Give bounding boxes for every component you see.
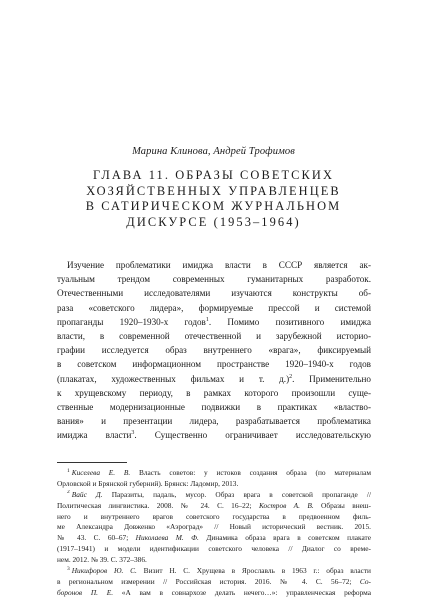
footnote-line: $^2$ Вайс Д. Паразиты, падаль, мусор. Образ врага в советской пропаганде // [67,489,371,499]
footnote-line: него и внутреннего врагов советского государства в предвоенном филь- [57,511,371,521]
body-paragraph [57,258,371,442]
body-line: Отечественными исследователями изучаются конструкты об- [57,288,371,299]
footnote-line: $^1$ Киселева Е. В. Власть советов: у истоков создания образа (по материалам [67,468,371,477]
footnote-1 [57,468,371,490]
footnote-line: боронов П. Е. «А вам в совнархозе делать нечего…»: управленческая реформа [57,587,371,597]
footnote-line: в региональном измерении // Российская история. 2016. № 4. С. 56–72; Со- [57,576,371,586]
footnote-line: Орловской и Брянской губерний). Брянск: Ладомир, 2013. [57,478,239,488]
body-line: туальным трендом современных гуманитарных разработок. [57,274,371,285]
footnote-line: № 43. С. 60–67; Николаева М. Ф. Динамика образа врага в советском плакате [57,533,371,543]
footnote-ref[interactable]: 1 [205,316,209,323]
chapter-title-line: ДИСКУРСЕ (1953–1964) [126,214,301,229]
body-line: имиджа власти$^3$. Существенно ограничивает исследовательскую [57,430,371,441]
body-line: Изучение проблематики имиджа власти в СССР является ак- [67,260,371,270]
footnote-number: 2 [67,489,70,496]
body-line: раза «советского лидера», формируемые прессой и системой [57,302,371,313]
body-line: в советском информационном пространстве 1920–1940-х годов [57,359,371,370]
chapter-title-line: В САТИРИЧЕСКОМ ЖУРНАЛЬНОМ [85,199,342,214]
footnote-line: ме Александра Довженко «Аэроград» // Новый исторический вестник. 2015. [57,522,371,532]
footnote-line: нем. 2012. № 39. С. 372–386. [57,555,147,565]
chapter-authors: Марина Клинова, Андрей Трофимов [132,146,295,157]
body-line: вания» и презентации лидера, разрабатывается проблематика [57,416,371,427]
footnote-divider [57,462,127,463]
footnote-ref[interactable]: 3 [131,430,135,437]
body-line: (плакатах, художественных фильмах и т. д.)$^2$. Применительно [57,373,371,384]
footnote-3 [57,566,371,599]
chapter-title-line: ГЛАВА 11. ОБРАЗЫ СОВЕТСКИХ [93,168,334,182]
footnotes [57,468,371,599]
body-line: власти, в современной отечественной и зарубежной историо- [57,330,371,341]
footnote-number: 1 [67,468,70,474]
chapter-title [60,168,367,230]
footnote-line: $^3$ Никифоров Ю. С. Визит Н. С. Хрущева в Ярославль в 1963 г.: образ власти [67,566,371,576]
footnote-number: 3 [67,566,70,572]
body-line: пропаганды 1920–1930-х годов$^1$. Помимо позитивного имиджа [57,316,371,327]
footnote-2 [57,490,371,566]
body-line: ственные модернизационные подвижки в практиках «властво- [57,401,371,412]
footnote-ref[interactable]: 2 [289,373,293,380]
footnote-line: Политическая лингвистика. 2008. № 24. С. 16–22; Костров А. В. Образы внеш- [57,500,371,510]
footnote-line: (1917–1941) и модели идентификации советского человека // Диалог со време- [57,544,371,554]
chapter-title-line: ХОЗЯЙСТВЕННЫХ УПРАВЛЕНЦЕВ [86,183,341,198]
body-line: к хрущевскому периоду, в рамках которого произошли суще- [57,387,371,398]
body-line: графии исследуется образ внутреннего «врага», фиксируемый [57,345,371,356]
